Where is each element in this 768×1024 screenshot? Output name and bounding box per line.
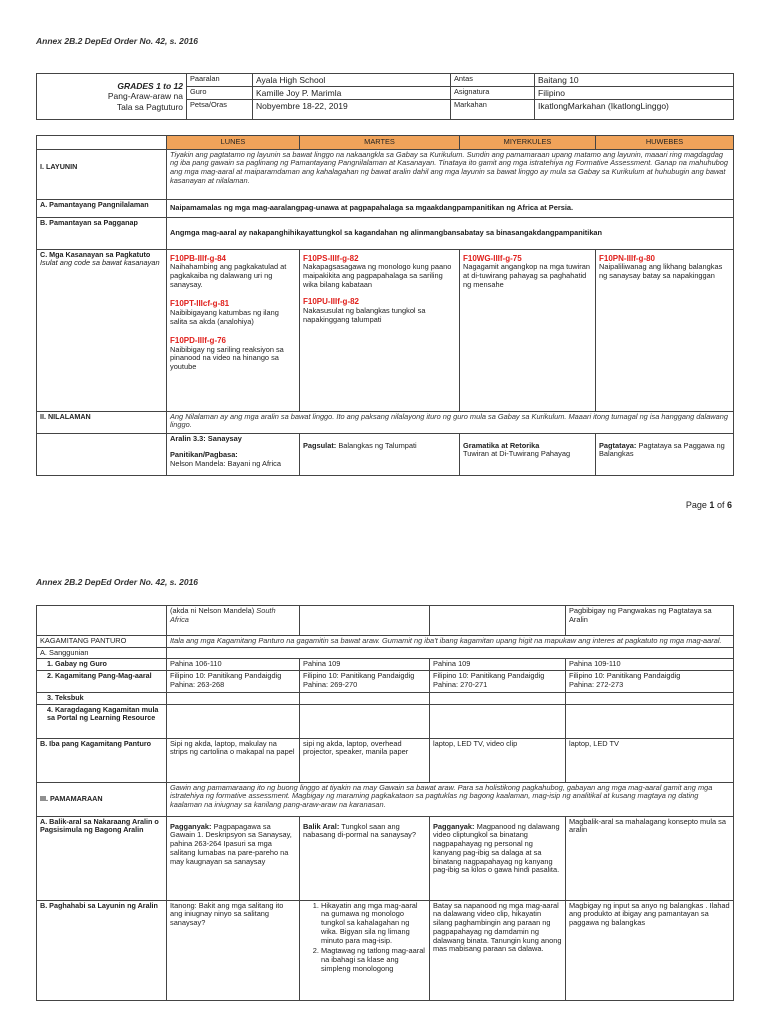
book-title: Filipino 10: Panitikang Pandaigdig — [303, 671, 415, 681]
karagdagang-martes — [300, 704, 430, 738]
competency-text: Naipaliliwanag ang likhang balangkas ng sanaysay batay sa napakinggan — [599, 262, 723, 280]
annex-header-page1: Annex 2B.2 DepEd Order No. 42, s. 2016 — [36, 36, 199, 46]
cont-lunes-italic: South Africa — [170, 606, 276, 624]
markahan-label: Markahan — [451, 100, 535, 120]
guro-label: Guro — [187, 87, 253, 100]
layunin-label-text: I. LAYUNIN — [40, 161, 78, 171]
balik-aral-lunes — [167, 816, 300, 900]
karagdagang-label: 4. Karagdagang Kagamitan mula sa Portal ng Learning Resource — [37, 704, 167, 738]
competency-text: Nakapagsasagawa ng monologo kung paano maipakikita ang pagpapahalaga sa sariling wika bilang kabataan — [303, 262, 452, 289]
guro-value: Kamille Joy P. Marimla — [253, 87, 451, 100]
cont-lunes — [167, 606, 300, 636]
cont-miyerkules — [430, 606, 566, 636]
page-range: Pahina: 272-273 — [569, 679, 624, 689]
teksbuk-martes — [300, 693, 430, 704]
layunin-text: Tiyakin ang pagtatamo ng layunin sa bawat linggo na nakaangkla sa Gabay sa Kurikulum. Sundin ang pamamaraan upang matamo ang layunin, maaari ring magdagdag ng iba pang gawain sa paglinang ng Pamantayang Pangnilalaman at Kasanayan. Tinataya ito gamit ang mga istratehiya ng Formative Assessment. Ganap na mahuhubog ang mga mag-aaral at maiparamdaman ang kahalagahan ng bawat aralin dahil ang mga layunin sa bawat linggo ay mula sa Gabay sa Kurikulum at huhubugin ang bawat kasanayan at nilalaman. — [167, 149, 734, 199]
day-header-huwebes: HUWEBES — [596, 136, 734, 150]
paaralan-value: Ayala High School — [253, 74, 451, 87]
paghahabi-huwebes: Magbigay ng input sa anyo ng balangkas . Ilahad ang produkto at ibigay ang pamantayan sa paggawa ng balangkas — [566, 900, 734, 1000]
iba-pang-miyerkules: laptop, LED TV, video clip — [430, 738, 566, 782]
pagganyak-text: Pagpapagawa sa Gawain 1. Deskripsyon sa Sanaysay, pahina 263-264 Ipasuri sa mga salitang lumabas na pare-pareho na may kaugnayan sa sanaysay — [170, 821, 292, 866]
gramatika-value: Tuwiran at Di-Tuwirang Pahayag — [463, 449, 571, 459]
paghahabi-miyerkules: Batay sa napanood ng mga mag-aaral na dalawang video clip, hikayatin silang paghambingin ang paraan ng pagpapahayag ng damdamin ng dalawang binata. Tanungin kung anong mas mabisang paraan sa dalawa. — [430, 900, 566, 1000]
page-range: Pahina: 270-271 — [433, 679, 488, 689]
kasanayan-martes — [300, 249, 460, 411]
day-header-martes: MARTES — [300, 136, 460, 150]
page-footer — [686, 500, 732, 510]
paghahabi-lunes: Itanong: Bakit ang mga salitang ito ang iniugnay ninyo sa salitang sanaysay? — [167, 900, 300, 1000]
nilalaman-martes — [300, 433, 460, 475]
teksbuk-lunes — [167, 693, 300, 704]
mag-aaral-label: 2. Kagamitang Pang-Mag-aaral — [37, 671, 167, 693]
gabay-miyerkules: Pahina 109 — [430, 659, 566, 671]
antas-label: Antas — [451, 74, 535, 87]
competency-code: F10PT-IIIcf-g-81 — [170, 299, 230, 309]
competency-code: F10PD-IIIf-g-76 — [170, 336, 227, 346]
page-range: Pahina: 269-270 — [303, 679, 358, 689]
grades-line-3: Tala sa Pagtuturo — [116, 101, 183, 112]
competency-text: Naibibigay ng sariling reaksiyon sa pinanood na video na hinango sa youtube — [170, 344, 284, 372]
balik-aral-miyerkules — [430, 816, 566, 900]
balik-aral-martes — [300, 816, 430, 900]
pagganyak-label: Pagganyak: — [170, 821, 212, 831]
mag-aaral-martes — [300, 671, 430, 693]
kasanayan-label: C. Mga Kasanayan sa Pagkatuto — [40, 249, 151, 259]
cont-huwebes: Pagbibigay ng Pangwakas ng Pagtataya sa Aralin — [566, 606, 734, 636]
page-total: 6 — [726, 500, 732, 510]
list-item: 2. Magtawag ng tatlong mag-aaral na ibahagi sa klase ang simpleng monologong — [321, 947, 426, 973]
petsa-label: Petsa/Oras — [187, 100, 253, 120]
cont-lunes-text: (akda ni Nelson Mandela) — [170, 606, 255, 615]
grades-line-2: Pang-Araw-araw na — [107, 91, 183, 102]
cont-blank — [37, 606, 167, 636]
competency-text: Nakasusulat ng balangkas tungkol sa napakinggang talumpati — [303, 305, 426, 324]
kasanayan-sublabel: Isulat ang code sa bawat kasanayan — [40, 258, 160, 268]
lesson-table-page2 — [36, 605, 734, 1001]
lesson-table-page1 — [36, 135, 734, 476]
paghahabi-martes-list — [303, 902, 426, 974]
book-title: Filipino 10: Panitikang Pandaigdig — [433, 671, 545, 681]
pagsulat-label: Pagsulat: — [303, 440, 337, 450]
day-header-lunes: LUNES — [167, 136, 300, 150]
competency-code: F10PS-IIIf-g-82 — [303, 253, 359, 263]
petsa-value: Nobyembre 18-22, 2019 — [253, 100, 451, 120]
pamamaraan-text: Gawin ang pamamaraang ito ng buong linggo at tiyakin na may Gawain sa bawat araw. Para sa holistikong pagkahubog, gabayan ang mga mag-aaral gamit ang mga istratehiya ng formative assessment. Magbigay ng maraming pagkakataon sa pagtuklas ng bagong kaalaman, mag-isip ng analitikal at kusang magtaya ng dating kaalaman na iniugnay sa kanilang pang-araw-araw na karanasan. — [167, 782, 734, 816]
sanggunian-blank — [167, 647, 734, 659]
book-title: Filipino 10: Panitikang Pandaigdig — [170, 671, 282, 681]
nilalaman-text: Ang Nilalaman ay ang mga aralin sa bawat linggo. Ito ang paksang nilalayong ituro ng guro mula sa Gabay sa Kurikulum. Maaari itong tumagal ng isa hanggang dalawang linggo. — [167, 411, 734, 433]
competency-text: Naibibigayang katumbas ng ilang salita sa akda (analohiya) — [170, 307, 279, 326]
pagganyak-text: Magpanood ng dalawang video cliptungkol sa binatang nagpapahayag ng personal ng kanyang pag-ibig sa dalaga at sa binatang nagpapahayag ng kanyang pag-ibig sa kilos o gawa hindi pasalita. — [433, 821, 560, 875]
kasanayan-lunes — [167, 249, 300, 411]
page-number: 1 — [709, 500, 715, 510]
balik-aral-huwebes: Magbalik-aral sa mahalagang konsepto mula sa aralin — [566, 816, 734, 900]
asignatura-label: Asignatura — [451, 87, 535, 100]
gramatika-label: Gramatika at Retorika — [463, 440, 540, 450]
gabay-lunes: Pahina 106-110 — [167, 659, 300, 671]
karagdagang-miyerkules — [430, 704, 566, 738]
pagganap-label: B. Pamantayan sa Pagganap — [37, 217, 167, 249]
pagganap-text: Angmga mag-aaral ay nakapanghihikayattungkol sa kagandahan ng alinmangbansabatay sa binasangakdangpampanitikan — [167, 217, 734, 249]
karagdagang-huwebes — [566, 704, 734, 738]
nilalaman-miyerkules — [460, 433, 596, 475]
info-header-table — [36, 73, 734, 120]
pagtataya-value: Pagtataya sa Paggawa ng Balangkas — [599, 440, 725, 459]
nilalaman-blank — [37, 433, 167, 475]
competency-code: F10PN-IIIf-g-80 — [599, 253, 656, 263]
panitikan-value: Nelson Mandela: Bayani ng Africa — [170, 459, 281, 469]
balik-aral-label: A. Balik-aral sa Nakaraang Aralin o Pagsisimula ng Bagong Aralin — [37, 816, 167, 900]
pagsulat-value: Balangkas ng Talumpati — [338, 440, 417, 450]
annex-header-page2: Annex 2B.2 DepEd Order No. 42, s. 2016 — [36, 577, 199, 587]
balik-aral-tag: Balik Aral: — [303, 821, 340, 831]
nilalaman-lunes — [167, 433, 300, 475]
competency-code: F10WG-IIIf-g-75 — [463, 253, 522, 263]
list-item: 1. Hikayatin ang mga mag-aaral na gumawa ng monologo tungkol sa kahalagahan ng wika. Bigyan sila ng limang minuto para mag-isip. — [321, 902, 426, 946]
paghahabi-label: B. Paghahabi sa Layunin ng Aralin — [37, 900, 167, 1000]
iba-pang-label: B. Iba pang Kagamitang Panturo — [37, 738, 167, 782]
blank-header-cell — [37, 136, 167, 150]
teksbuk-label: 3. Teksbuk — [37, 693, 167, 704]
kasanayan-miyerkules — [460, 249, 596, 411]
paaralan-label: Paaralan — [187, 74, 253, 87]
cont-martes — [300, 606, 430, 636]
layunin-label — [37, 149, 167, 199]
iba-pang-martes: sipi ng akda, laptop, overhead projector, speaker, manila paper — [300, 738, 430, 782]
grades-label — [37, 74, 187, 120]
gabay-label: 1. Gabay ng Guro — [37, 659, 167, 671]
pangnilalaman-text: Naipamamalas ng mga mag-aaralangpag-unawa at pagpapahalaga sa mgaakdangpampanitikan ng Africa at Persia. — [167, 199, 734, 217]
nilalaman-label: II. NILALAMAN — [37, 411, 167, 433]
paghahabi-martes — [300, 900, 430, 1000]
page-range: Pahina: 263-268 — [170, 679, 225, 689]
iba-pang-huwebes: laptop, LED TV — [566, 738, 734, 782]
iba-pang-lunes: Sipi ng akda, laptop, makulay na strips ng cartolina o makapal na papel — [167, 738, 300, 782]
competency-code: F10PB-IIIf-g-84 — [170, 253, 227, 263]
kagamitan-text: Itala ang mga Kagamitang Panturo na gagamitin sa bawat araw. Gumamit ng iba't ibang kagamitan upang higit na mapukaw ang interes at pagkatuto ng mga mag-aaral. — [167, 636, 734, 648]
nilalaman-huwebes — [596, 433, 734, 475]
page-of-label: of — [716, 500, 725, 510]
pagtataya-label: Pagtataya: — [599, 440, 637, 450]
competency-text: Naihahambing ang pagkakatulad at pagkakaiba ng dalawang uri ng sanaysay. — [170, 262, 287, 289]
markahan-value: IkatlongMarkahan (IkatlongLinggo) — [535, 100, 734, 120]
mag-aaral-miyerkules — [430, 671, 566, 693]
antas-value: Baitang 10 — [535, 74, 734, 87]
page-label: Page — [685, 500, 707, 510]
pangnilalaman-label: A. Pamantayang Pangnilalaman — [37, 199, 167, 217]
day-header-miyerkules: MIYERKULES — [460, 136, 596, 150]
competency-code: F10PU-IIIf-g-82 — [303, 297, 360, 307]
grades-line-1: GRADES 1 to 12 — [117, 80, 183, 91]
pamamaraan-label: III. PAMAMARAAN — [37, 782, 167, 816]
kagamitan-label: KAGAMITANG PANTURO — [37, 636, 167, 648]
gabay-huwebes: Pahina 109-110 — [566, 659, 734, 671]
teksbuk-huwebes — [566, 693, 734, 704]
asignatura-value: Filipino — [535, 87, 734, 100]
sanggunian-label: A. Sanggunian — [37, 647, 167, 659]
book-title: Filipino 10: Panitikang Pandaigdig — [569, 671, 681, 681]
karagdagang-lunes — [167, 704, 300, 738]
balik-aral-text: Tungkol saan ang nabasang di-pormal na sanaysay? — [303, 821, 416, 840]
teksbuk-miyerkules — [430, 693, 566, 704]
kasanayan-huwebes — [596, 249, 734, 411]
aralin-title: Aralin 3.3: Sanaysay — [170, 433, 242, 443]
mag-aaral-lunes — [167, 671, 300, 693]
panitikan-label: Panitikan/Pagbasa: — [170, 450, 238, 460]
mag-aaral-huwebes — [566, 671, 734, 693]
competency-text: Nagagamit angangkop na mga tuwiran at di-tuwirang pahayag sa paghahatid ng mensahe — [463, 262, 590, 289]
pagganyak-label: Pagganyak: — [433, 821, 475, 831]
kasanayan-label-cell — [37, 249, 167, 411]
gabay-martes: Pahina 109 — [300, 659, 430, 671]
